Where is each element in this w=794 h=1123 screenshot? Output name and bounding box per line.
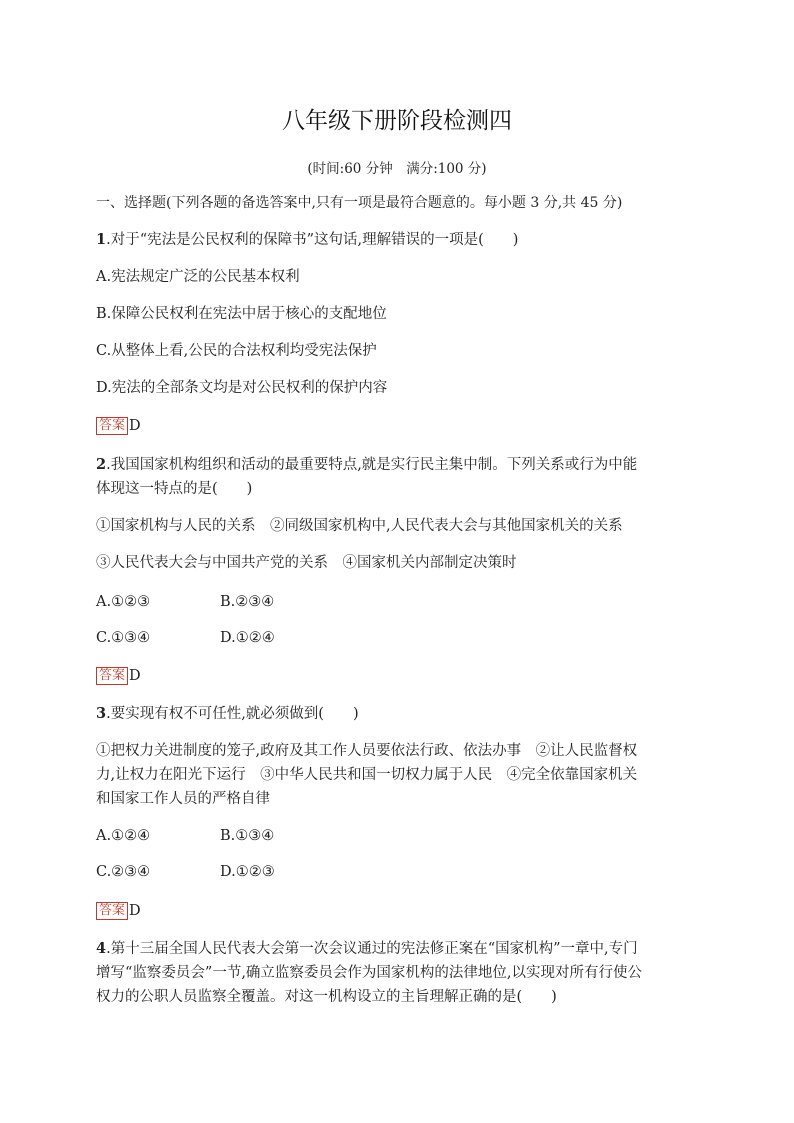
question-1-option-a: A.宪法规定广泛的公民基本权利 [96, 269, 300, 285]
question-3-number: 3 [96, 705, 107, 722]
answer-badge: 答案 [96, 417, 128, 435]
question-1-option-d: D.宪法的全部条文均是对公民权利的保护内容 [96, 380, 388, 396]
question-2-items-line2: ③人民代表大会与中国共产党的关系 ④国家机关内部制定决策时 [96, 555, 517, 571]
answer-badge: 答案 [96, 667, 128, 685]
question-2-number: 2 [96, 456, 107, 473]
question-1-stem [96, 230, 706, 250]
question-2-stem-line1 [96, 455, 706, 475]
question-1-text: .对于“宪法是公民权利的保障书”这句话,理解错误的一项是( ) [106, 232, 519, 248]
question-2-answer [96, 666, 706, 686]
question-1-option-b: B.保障公民权利在宪法中居于核心的支配地位 [96, 306, 387, 322]
question-3-text: .要实现有权不可任性,就必须做到( ) [106, 706, 359, 722]
question-3-answer-value: D [129, 903, 141, 919]
question-4-number: 4 [96, 940, 107, 957]
question-3-items-line2: 力,让权力在阳光下运行 ③中华人民共和国一切权力属于人民 ④完全依靠国家机关 [96, 767, 638, 783]
question-2-option-b: B.②③④ [220, 594, 275, 610]
question-2-items-line1: ①国家机构与人民的关系 ②同级国家机构中,人民代表大会与其他国家机关的关系 [96, 518, 623, 534]
question-3-stem [96, 704, 706, 724]
question-3-items-line1: ①把权力关进制度的笼子,政府及其工作人员要依法行政、依法办事 ②让人民监督权 [96, 743, 638, 759]
question-4-text: .第十三届全国人民代表大会第一次会议通过的宪法修正案在“国家机构”一章中,专门 [106, 941, 638, 957]
exam-title: 八年级下册阶段检测四 [282, 108, 512, 134]
question-1-option-c: C.从整体上看,公民的合法权利均受宪法保护 [96, 343, 377, 359]
question-3-answer [96, 901, 706, 921]
exam-subtitle: (时间:60 分钟 满分:100 分) [307, 161, 487, 177]
section-heading: 一、选择题(下列各题的备选答案中,只有一项是最符合题意的。每小题 3 分,共 45 分) [96, 195, 623, 211]
question-4-stem-line3: 权力的公职人员监察全覆盖。对这一机构设立的主旨理解正确的是( ) [96, 989, 557, 1005]
answer-badge: 答案 [96, 902, 128, 920]
question-3-option-a: A.①②④ [96, 828, 151, 844]
question-3-option-b: B.①③④ [220, 828, 275, 844]
question-4-stem-line1 [96, 939, 706, 959]
question-1-answer-value: D [129, 418, 141, 434]
question-3-items-line3: 和国家工作人员的严格自律 [96, 791, 270, 807]
question-2-answer-value: D [129, 668, 141, 684]
question-2-option-a: A.①②③ [96, 594, 151, 610]
question-3-option-d: D.①②③ [220, 864, 275, 880]
question-2-stem-line2: 体现这一特点的是( ) [96, 481, 253, 497]
question-1-number: 1 [96, 231, 107, 248]
question-2-option-d: D.①②④ [220, 630, 275, 646]
question-3-option-c: C.②③④ [96, 864, 151, 880]
question-2-text: .我国国家机构组织和活动的最重要特点,就是实行民主集中制。下列关系或行为中能 [106, 457, 638, 473]
question-2-option-c: C.①③④ [96, 630, 151, 646]
question-4-stem-line2: 增写“监察委员会”一节,确立监察委员会作为国家机构的法律地位,以实现对所有行使公 [96, 965, 643, 981]
question-1-answer [96, 416, 706, 436]
